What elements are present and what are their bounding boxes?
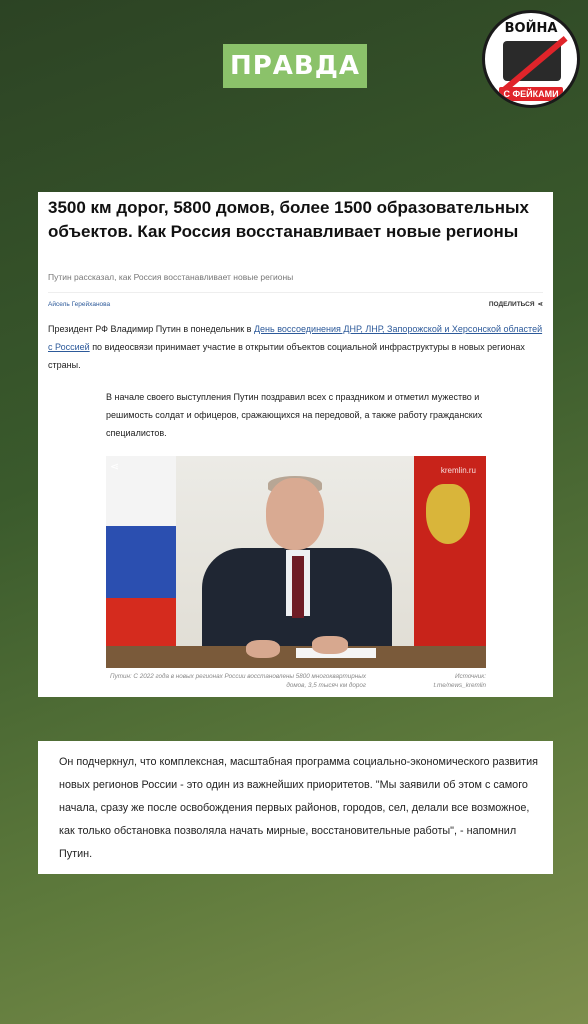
article-lead — [48, 320, 543, 374]
article-subtitle: Путин рассказал, как Россия восстанавливает новые регионы — [48, 272, 294, 282]
reunification-day-link[interactable]: День воссоединения ДНР, ЛНР, Запорожской и Херсонской областей с Россией — [48, 324, 543, 352]
share-label: ПОДЕЛИТЬСЯ — [488, 300, 535, 308]
person-hand-right — [312, 636, 348, 654]
article-card — [38, 192, 553, 697]
person-head — [266, 478, 324, 550]
photo-share-icon[interactable]: ⋖ — [110, 461, 120, 473]
quote-card — [38, 741, 553, 874]
badge-label: ПРАВДА — [229, 51, 361, 81]
header-divider — [48, 292, 543, 293]
lead-before: Президент РФ Владимир Путин в понедельник в — [48, 324, 254, 334]
logo-top-text: ВОЙНА — [504, 21, 558, 36]
photo-caption: Путин: С 2022 года в новых регионах России восстановлены 5800 многоквартирных домов, 3,5 тысяч км дорог — [110, 673, 366, 689]
logo-bottom-text: С ФЕЙКАМИ — [499, 87, 563, 101]
person-hand-left — [246, 640, 280, 658]
person-tie — [292, 556, 304, 618]
russian-flag — [106, 456, 176, 668]
article-quote: В начале своего выступления Путин поздравил всех с праздником и отметил мужество и решимость солдат и офицеров, сражающихся на передовой, а также работу гражданских специалистов. — [106, 392, 483, 438]
photo-source: Источник: t.me/news_kremlin — [433, 673, 486, 689]
share-icon: ⋖ — [537, 301, 543, 308]
author-link[interactable]: Айсель Герейханова — [48, 301, 111, 308]
share-button[interactable] — [489, 300, 543, 308]
lead-after: по видеосвязи принимает участие в открытии объектов социальной инфраструктуры в новых регионах страны. — [48, 342, 525, 370]
quote-paragraph: Он подчеркнул, что комплексная, масштабная программа социально-экономического развития новых регионов России - это один из важнейших приоритетов. "Мы заявили об этом с самого начала, сразу же после освобождения первых районов, городов, сел, делали все возможное, как только обстановка позволяла начать мирные, восстановительные работы", - напомнил Путин. — [59, 756, 538, 860]
presidential-standard — [414, 456, 486, 668]
pravda-badge — [223, 44, 367, 88]
war-on-fakes-logo — [482, 10, 580, 108]
photo-watermark: kremlin.ru — [440, 466, 476, 475]
article-title: 3500 км дорог, 5800 домов, более 1500 образовательных объектов. Как Россия восстанавливает новые регионы — [48, 198, 529, 241]
article-photo[interactable] — [106, 456, 486, 668]
